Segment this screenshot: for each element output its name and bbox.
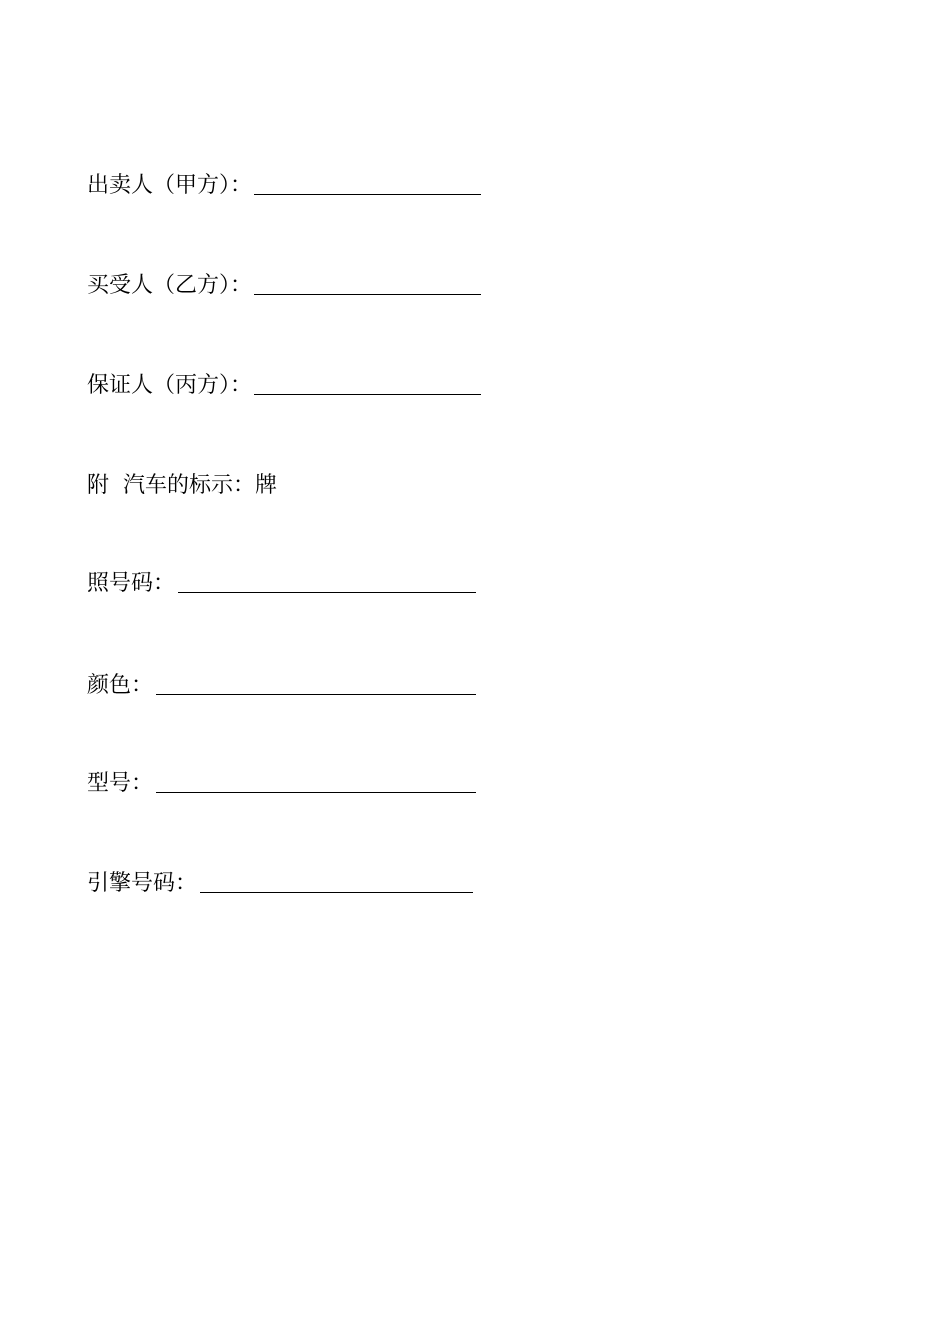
- plate-number-blank-field[interactable]: [178, 570, 476, 593]
- color-label: 颜色：: [87, 673, 154, 698]
- color-line: [87, 667, 476, 701]
- seller-blank-field[interactable]: [254, 172, 481, 195]
- buyer-blank-field[interactable]: [254, 272, 481, 295]
- model-label: 型号：: [87, 771, 154, 796]
- model-blank-field[interactable]: [156, 770, 476, 793]
- seller-label: 出卖人（甲方）：: [87, 173, 253, 198]
- attachment-label: 附 汽车的标示：牌: [87, 473, 277, 498]
- color-blank-field[interactable]: [156, 672, 476, 695]
- plate-number-label: 照号码：: [87, 571, 176, 596]
- attachment-line: [87, 467, 277, 501]
- guarantor-label: 保证人（丙方）：: [87, 373, 253, 398]
- plate-number-line: [87, 565, 476, 599]
- engine-number-label: 引擎号码：: [87, 871, 198, 896]
- model-line: [87, 765, 476, 799]
- engine-number-line: [87, 865, 473, 899]
- guarantor-blank-field[interactable]: [254, 372, 481, 395]
- engine-number-blank-field[interactable]: [200, 870, 473, 893]
- guarantor-line: [87, 367, 481, 401]
- buyer-label: 买受人（乙方）：: [87, 273, 253, 298]
- seller-line: [87, 167, 481, 201]
- buyer-line: [87, 267, 481, 301]
